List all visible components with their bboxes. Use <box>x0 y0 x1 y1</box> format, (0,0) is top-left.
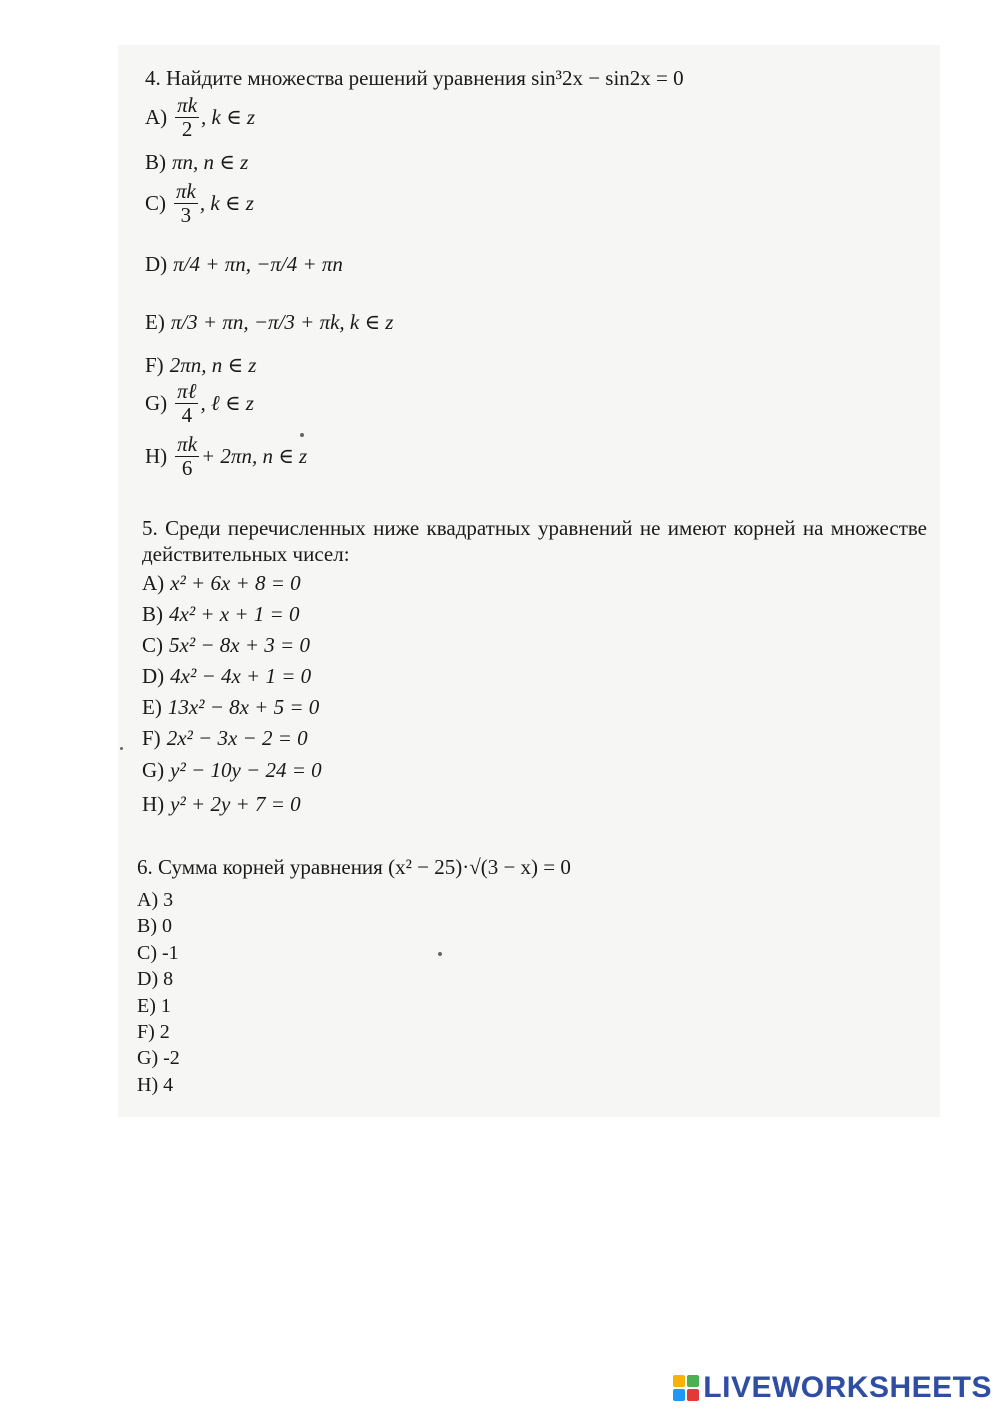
denominator: 2 <box>181 117 193 142</box>
q6-option-b[interactable] <box>137 916 172 936</box>
option-label: E) <box>137 995 156 1017</box>
q4-option-b[interactable] <box>145 150 248 175</box>
option-text: 0 <box>162 915 172 937</box>
q6-option-f[interactable] <box>137 1022 170 1042</box>
option-tail: , ℓ ∈ z <box>200 391 254 416</box>
option-text: 2 <box>159 1021 170 1043</box>
denominator: 3 <box>180 203 192 228</box>
option-label: H) <box>137 1074 159 1096</box>
q5-option-c[interactable] <box>142 633 310 658</box>
q4-option-c[interactable] <box>145 180 254 227</box>
q5-option-b[interactable] <box>142 602 299 627</box>
option-text: 4x² + x + 1 = 0 <box>169 602 300 626</box>
numerator: πk <box>176 179 196 203</box>
option-text: 2x² − 3x − 2 = 0 <box>166 726 308 750</box>
option-label: H) <box>145 444 168 469</box>
q4-option-h[interactable] <box>145 433 307 480</box>
option-text: 3 <box>163 889 174 911</box>
option-text: π/4 + πn, −π/4 + πn <box>173 252 343 276</box>
scan-speck <box>120 747 123 750</box>
scan-speck <box>300 433 304 437</box>
q4-option-a[interactable] <box>145 94 255 141</box>
option-label: B) <box>145 150 166 174</box>
option-text: -2 <box>163 1047 180 1069</box>
fraction <box>174 180 198 227</box>
option-tail: + 2πn, n ∈ z <box>201 444 308 469</box>
option-tail: , k ∈ z <box>201 105 256 130</box>
fraction <box>175 380 198 427</box>
q6-option-a[interactable] <box>137 890 173 910</box>
option-text: 2πn, n ∈ z <box>169 353 257 377</box>
option-label: B) <box>142 602 163 626</box>
option-text: π/3 + πn, −π/3 + πk, k ∈ z <box>170 310 394 334</box>
option-label: F) <box>145 353 164 377</box>
option-label: F) <box>137 1021 155 1043</box>
option-label: D) <box>145 252 168 276</box>
q4-option-f[interactable] <box>145 353 256 378</box>
numerator: πℓ <box>177 379 197 403</box>
option-label: D) <box>137 968 159 990</box>
option-label: D) <box>142 664 165 688</box>
option-label: C) <box>137 942 157 964</box>
q6-option-d[interactable] <box>137 969 173 989</box>
option-label: G) <box>137 1047 159 1069</box>
q4-option-g[interactable] <box>145 380 254 427</box>
option-label: A) <box>142 571 165 595</box>
option-label: A) <box>137 889 159 911</box>
option-text: 1 <box>160 995 171 1017</box>
option-label: G) <box>145 391 168 416</box>
q5-option-e[interactable] <box>142 695 319 720</box>
fraction <box>175 94 199 141</box>
option-label: C) <box>145 191 166 216</box>
q5-option-a[interactable] <box>142 571 301 596</box>
q5-option-h[interactable] <box>142 792 301 817</box>
q6-option-e[interactable] <box>137 996 171 1016</box>
q6-option-c[interactable] <box>137 943 179 963</box>
option-text: x² + 6x + 8 = 0 <box>170 571 301 595</box>
option-text: -1 <box>162 942 179 964</box>
q6-option-g[interactable] <box>137 1048 180 1068</box>
q6-option-h[interactable] <box>137 1075 173 1095</box>
option-label: H) <box>142 792 165 816</box>
q4-option-e[interactable] <box>145 310 393 335</box>
option-label: A) <box>145 105 168 130</box>
numerator: πk <box>177 432 198 456</box>
option-label: E) <box>142 695 162 719</box>
brand-wordmark: LIVEWORKSHEETS <box>703 1371 992 1404</box>
option-text: y² + 2y + 7 = 0 <box>170 792 301 816</box>
scan-speck <box>438 952 442 956</box>
question-6: 6. Сумма корней уравнения (x² − 25)·√(3 − x) = 0 <box>137 855 571 879</box>
q5-option-g[interactable] <box>142 758 322 783</box>
option-label: F) <box>142 726 161 750</box>
denominator: 4 <box>181 403 193 428</box>
option-text: 4x² − 4x + 1 = 0 <box>170 664 312 688</box>
fraction <box>175 433 199 480</box>
option-label: G) <box>142 758 165 782</box>
logo-icon <box>673 1375 699 1401</box>
q5-option-d[interactable] <box>142 664 311 689</box>
option-text: 13x² − 8x + 5 = 0 <box>167 695 320 719</box>
question-5: 5. Среди перечисленных ниже квадратных уравнений не имеют корней на множестве действительных чисел: <box>142 516 927 567</box>
option-text: y² − 10y − 24 = 0 <box>170 758 322 782</box>
denominator: 6 <box>181 456 193 481</box>
q4-option-d[interactable] <box>145 252 343 277</box>
option-text: 4 <box>163 1074 174 1096</box>
option-text: πn, n ∈ z <box>172 150 249 174</box>
option-tail: , k ∈ z <box>199 191 254 216</box>
question-4: 4. Найдите множества решений уравнения sin³2x − sin2x = 0 <box>145 66 684 90</box>
numerator: πk <box>177 93 198 117</box>
liveworksheets-logo <box>673 1371 992 1405</box>
option-label: B) <box>137 915 157 937</box>
q5-option-f[interactable] <box>142 726 308 751</box>
option-label: C) <box>142 633 163 657</box>
option-text: 8 <box>163 968 174 990</box>
option-text: 5x² − 8x + 3 = 0 <box>169 633 310 657</box>
option-label: E) <box>145 310 165 334</box>
